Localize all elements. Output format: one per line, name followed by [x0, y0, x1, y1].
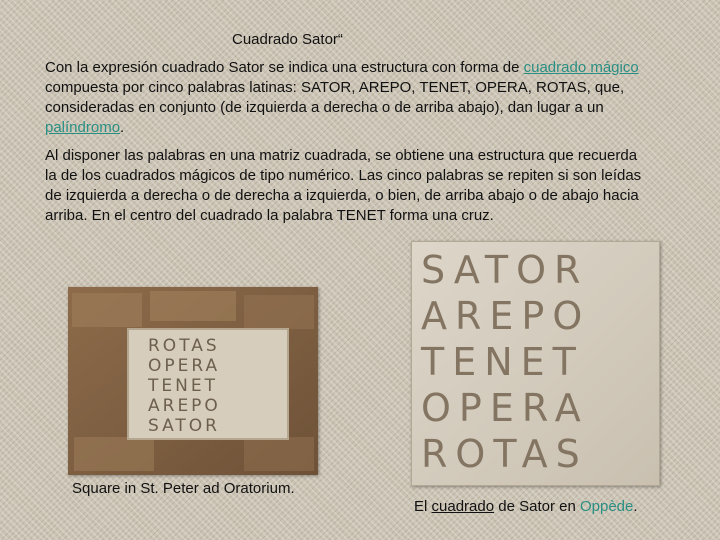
left-inscription-line-5: SATOR [148, 416, 220, 436]
right-inscription-line-3: TENET [421, 340, 584, 384]
st-peter-stone-photo [68, 287, 318, 475]
oppede-link[interactable]: Oppède [579, 498, 634, 515]
right-inscription-line-1: SATOR [421, 248, 589, 292]
paragraph-definition-text-start: Con la expresión cuadrado Sator se indica una estructura con forma de [45, 59, 524, 76]
left-photo-caption: Square in St. Peter ad Oratorium. [72, 480, 295, 497]
slide-title: Cuadrado Sator“ [232, 31, 343, 48]
right-photo-caption [414, 498, 638, 515]
paragraph-definition [45, 58, 645, 138]
left-inscription-line-3: TENET [148, 376, 218, 396]
right-inscription-line-4: OPERA [421, 386, 589, 430]
paragraph-definition-text-end: . [120, 119, 125, 136]
palindrome-link[interactable]: palíndromo [45, 119, 121, 136]
left-inscription-line-1: ROTAS [148, 336, 220, 356]
right-caption-text-end: . [633, 498, 638, 515]
right-caption-text-middle: de Sator en [494, 498, 580, 515]
right-caption-underlined-word: cuadrado [431, 498, 495, 515]
right-caption-text-start: El [414, 498, 432, 515]
left-inscription-line-4: AREPO [148, 396, 221, 416]
magic-square-link[interactable]: cuadrado mágico [523, 59, 639, 76]
left-inscription [147, 336, 221, 436]
right-inscription [420, 248, 590, 476]
paragraph-matrix: Al disponer las palabras en una matriz cuadrada, se obtiene una estructura que recuerda la de los cuadrados mágicos de tipo numérico. Las cinco palabras se repiten si son leídas de izquierda a derecha o de derecha a izquierda, o bien, de arriba abajo o de abajo hacia arriba. En el centro del cuadrado la palabra TENET forma una cruz. [45, 147, 642, 224]
right-inscription-line-2: AREPO [421, 294, 591, 338]
left-inscription-line-2: OPERA [148, 356, 221, 376]
paragraph-definition-text-middle: compuesta por cinco palabras latinas: SATOR, AREPO, TENET, OPERA, ROTAS, que, consideradas en conjunto (de izquierda a derecha o de arriba abajo), dan lugar a un [45, 79, 625, 116]
oppede-sator-photo [411, 241, 660, 486]
right-inscription-line-5: ROTAS [421, 432, 588, 476]
